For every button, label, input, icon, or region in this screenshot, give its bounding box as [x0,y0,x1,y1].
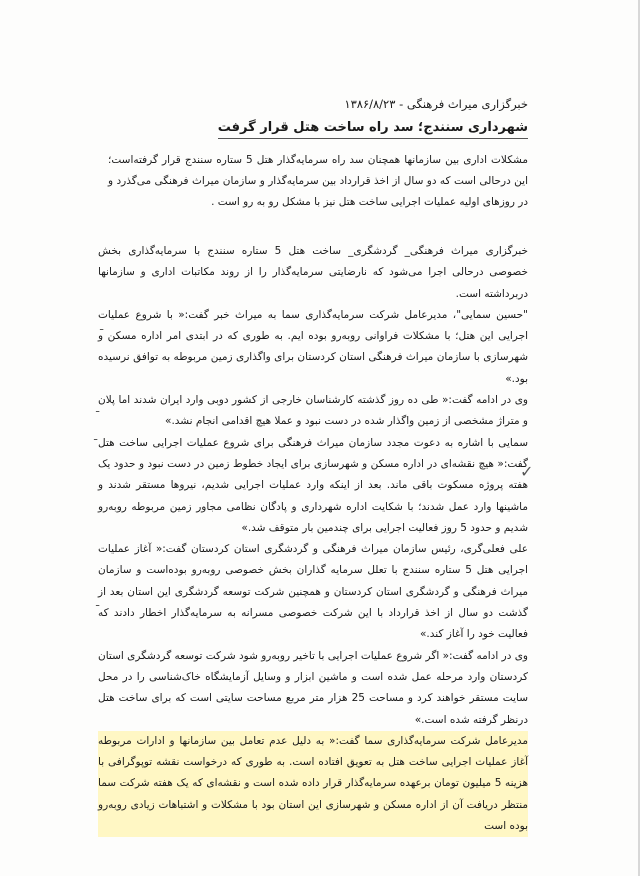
margin-mark-icon: ـ [100,320,104,333]
source-and-date: خبرگزاری میراث فرهنگی - ۱۳۸۶/۸/۲۳ [344,97,528,111]
lead-paragraph: مشکلات اداری بین سازمانها همچنان سد راه سرمایه‌گذار هتل 5 ستاره سنندج قرار گرفته‌است؛ این درحالی است که دو سال از اخذ قرارداد بین سرمایه‌گذار و سازمان میراث فرهنگی می‌گذرد و در روزهای اولیه عملیات اجرایی ساخت هتل نیز با مشکل رو به رو است . [108,154,528,208]
margin-mark-icon: ـ [96,596,100,609]
check-mark-icon: ✓ [520,462,534,481]
highlighted-paragraph: مدیرعامل شرکت سرمایه‌گذاری سما گفت:« به دلیل عدم تعامل بین سازمانها و ادارات مربوطه آغاز عملیات اجرایی ساخت هتل به تعویق افتاده است. به طوری که درخواست نقشه توپوگرافی با هزینه 5 میلیون تومان برعهده سرمایه‌گذار قرار داده شده است و نقشه‌ای که یک هفته شرکت سما منتظر دریافت آن از اداره مسکن و شهرسازی این استان بود با مشکلات و اشتباهات زیادی روبه‌رو بوده است [98,731,528,837]
body-paragraph: وی در ادامه گفت:« طی ده روز گذشته کارشناسان خارجی از کشور دوبی وارد ایران شدند اما پلان و متراژ مشخصی از زمین واگذار شده در دست نبود و عملا هیچ اقدامی انجام نشد.» [98,394,528,428]
article-header [108,96,528,139]
article-headline: شهرداری سنندج؛ سد راه ساخت هتل قرار گرفت [218,118,528,139]
margin-mark-icon: ـ [96,402,100,415]
margin-mark-icon: ـ [94,430,98,443]
body-paragraph: علی فعلی‌گری، رئیس سازمان میراث فرهنگی و گردشگری استان کردستان گفت:« آغاز عملیات اجرایی هتل 5 ستاره سنندج با تعلل سرمایه گذاران بخش خصوصی روبه‌رو بوده‌است و سازمان میراث فرهنگی و گردشگری استان کردستان و همچنین شرکت توسعه گردشگری این استان بعد از گذشت دو سال از اخذ قرارداد با این شرکت خصوصی مسرانه به سرمایه‌گذار اخطار دادند که فعالیت خود را آغاز کند.» [98,543,528,641]
article-body [98,241,528,837]
body-paragraph: سمایی با اشاره به دعوت مجدد سازمان میراث فرهنگی برای شروع عملیات اجرایی ساخت هتل گفت:« هیچ نقشه‌ای در اداره مسکن و شهرسازی برای ایجاد خطوط زمین در دست نبود و حدود یک هفته پروژه مسکوت باقی ماند. بعد از اینکه وارد عملیات اجرایی شدیم، نیروها مستقر شدند و ماشینها وارد عمل شدند؛ با شکایت اداره شهرداری و پادگان نظامی مجاور زمین مربوطه روبه‌رو شدیم و حدود 5 روز فعالیت اجرایی برای چندمین بار متوقف شد.» [98,436,528,534]
body-paragraph: وی در ادامه گفت:« اگر شروع عملیات اجرایی با تاخیر روبه‌رو شود شرکت توسعه گردشگری استان کردستان وارد مرحله عمل شده است و ماشین ابزار و وسایل آزمایشگاه خاک‌شناسی را در محل سایت مستقر خواهند کرد و مساحت 25 هزار متر مربع مساحت سایتی است که برای ساخت هتل درنظر گرفته شده است.» [98,649,528,726]
body-paragraph: "حسین سمایی"، مدیرعامل شرکت سرمایه‌گذاری سما به میراث خبر گفت:« با شروع عملیات اجرایی این هتل؛ با مشکلات فراوانی روبه‌رو بوده ایم. به طوری که در ابتدی امر اداره مسکن و شهرسازی با سازمان میراث فرهنگی استان کردستان برای واگذاری زمین مربوطه به توافق نرسیده بود.» [98,308,528,385]
body-paragraph: خبرگزاری میراث فرهنگی_ گردشگری_ ساخت هتل 5 ستاره سنندج با سرمایه‌گذاری بخش خصوصی درحالی اجرا می‌شود که نارضایتی سرمایه‌گذار را از روند مکاتبات اداری و سازمانها دربرداشته است. [98,245,528,300]
